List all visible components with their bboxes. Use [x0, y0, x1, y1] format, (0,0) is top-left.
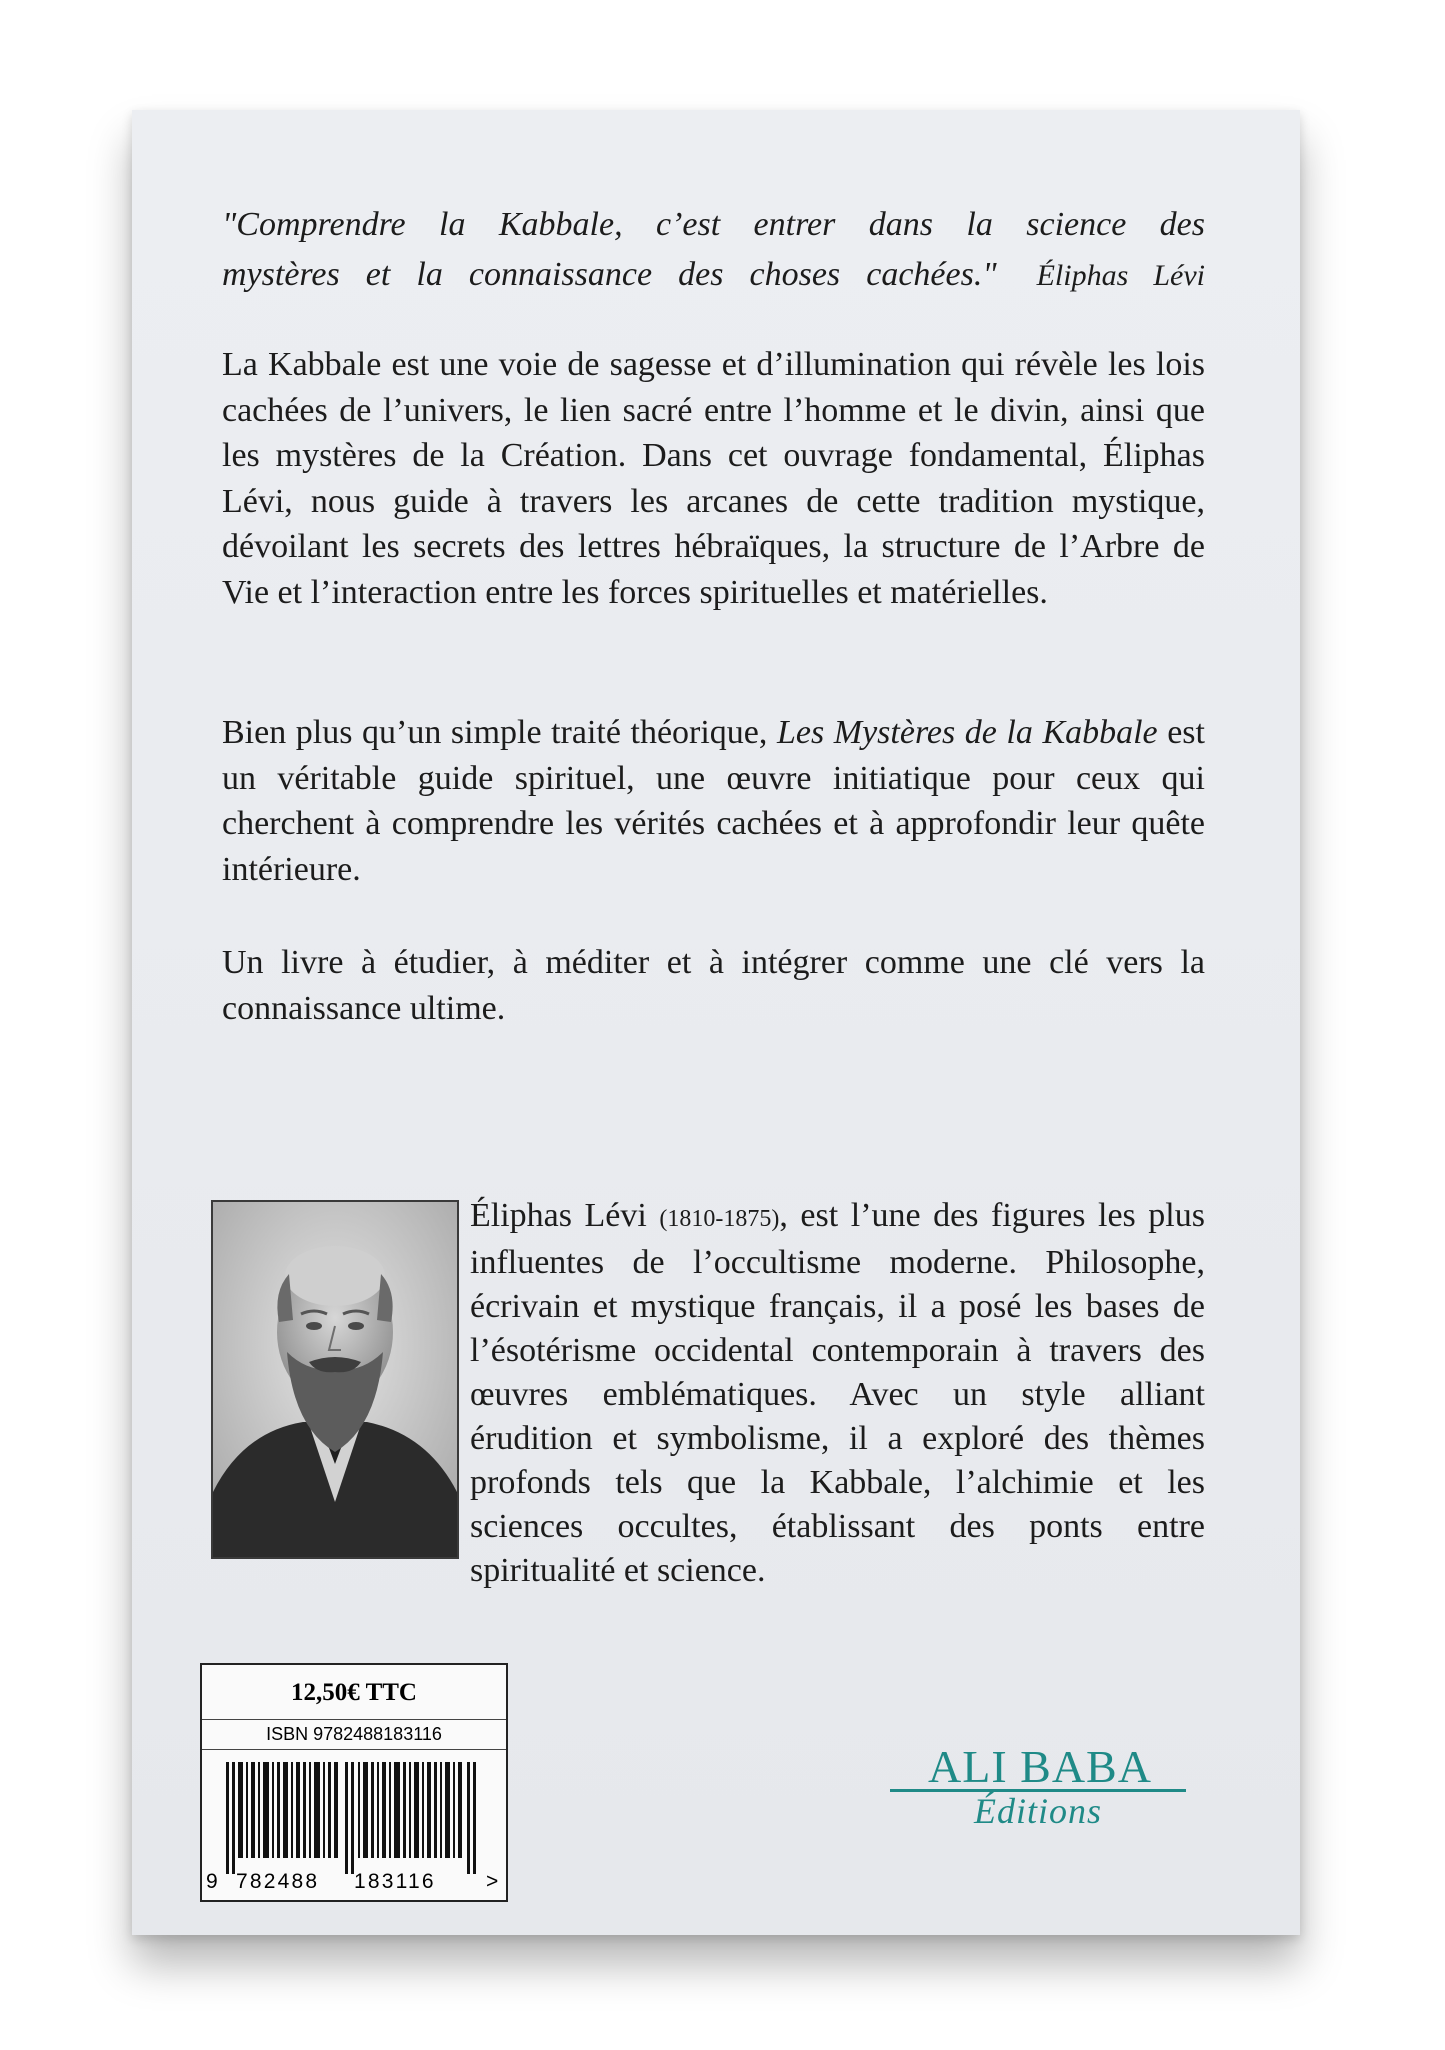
publisher-logo: [890, 1740, 1190, 1832]
description-paragraph-2: [222, 710, 1205, 892]
bio-dates: (1810-1875): [659, 1206, 780, 1232]
quote-line-2: [222, 250, 1205, 301]
paragraph-2-before: Bien plus qu’un simple traité théorique,: [222, 714, 777, 751]
quote-line-2-text: mystères et la connaissance des choses cachées.": [222, 256, 997, 293]
publisher-subtitle: Éditions: [974, 1791, 1103, 1831]
book-back-cover: [132, 110, 1300, 1935]
description-paragraph-3: Un livre à étudier, à méditer et à intégrer comme une clé vers la connaissance ultime.: [222, 944, 1205, 1027]
quote-line-1: "Comprendre la Kabbale, c’est entrer dans la science des: [222, 206, 1205, 243]
barcode-first-digit: 9: [206, 1870, 220, 1893]
barcode-group-1: 782488: [236, 1870, 320, 1893]
price-barcode-box: [200, 1663, 508, 1902]
bio-text: , est l’une des figures les plus influentes de l’occultisme moderne. Philosophe, écrivain et mystique français, il a posé les bases de l’ésotérisme occidental contemporain à travers des œuvres emblématiques. Avec un style alliant érudition et symbolisme, il a exploré des thèmes profonds tels que la Kabbale, l’alchimie et les sciences occultes, établissant des ponts entre spiritualité et science.: [470, 1197, 1205, 1589]
portrait-illustration: [213, 1202, 457, 1557]
barcode-bars: [226, 1762, 486, 1874]
publisher-name: ALI BABA: [928, 1741, 1152, 1792]
author-biography: [470, 1194, 1205, 1593]
quote-author: Éliphas Lévi: [1036, 259, 1205, 292]
book-title: Les Mystères de la Kabbale: [776, 714, 1158, 751]
isbn-label: ISBN 9782488183116: [202, 1719, 506, 1750]
price-label: 12,50€ TTC: [291, 1679, 417, 1706]
barcode: [202, 1750, 506, 1900]
bio-author-name: Éliphas Lévi: [470, 1197, 660, 1234]
barcode-end-marker: >: [486, 1870, 501, 1893]
author-portrait: [211, 1200, 459, 1559]
epigraph-quote: [222, 200, 1205, 301]
paragraph-2-after: est un véritable guide spirituel, une œuvre initiatique pour ceux qui cherchent à comprendre les vérités cachées et à approfondir leur quête intérieure.: [222, 714, 1205, 888]
description-paragraph-1: La Kabbale est une voie de sagesse et d’illumination qui révèle les lois cachées de l’univers, le lien sacré entre l’homme et le divin, ainsi que les mystères de la Création. Dans cet ouvrage fondamental, Éliphas Lévi, nous guide à travers les arcanes de cette tradition mystique, dévoilant les secrets des lettres hébraïques, la structure de l’Arbre de Vie et l’interaction entre les forces spirituelles et matérielles.: [222, 346, 1205, 611]
barcode-group-2: 183116: [354, 1870, 436, 1893]
